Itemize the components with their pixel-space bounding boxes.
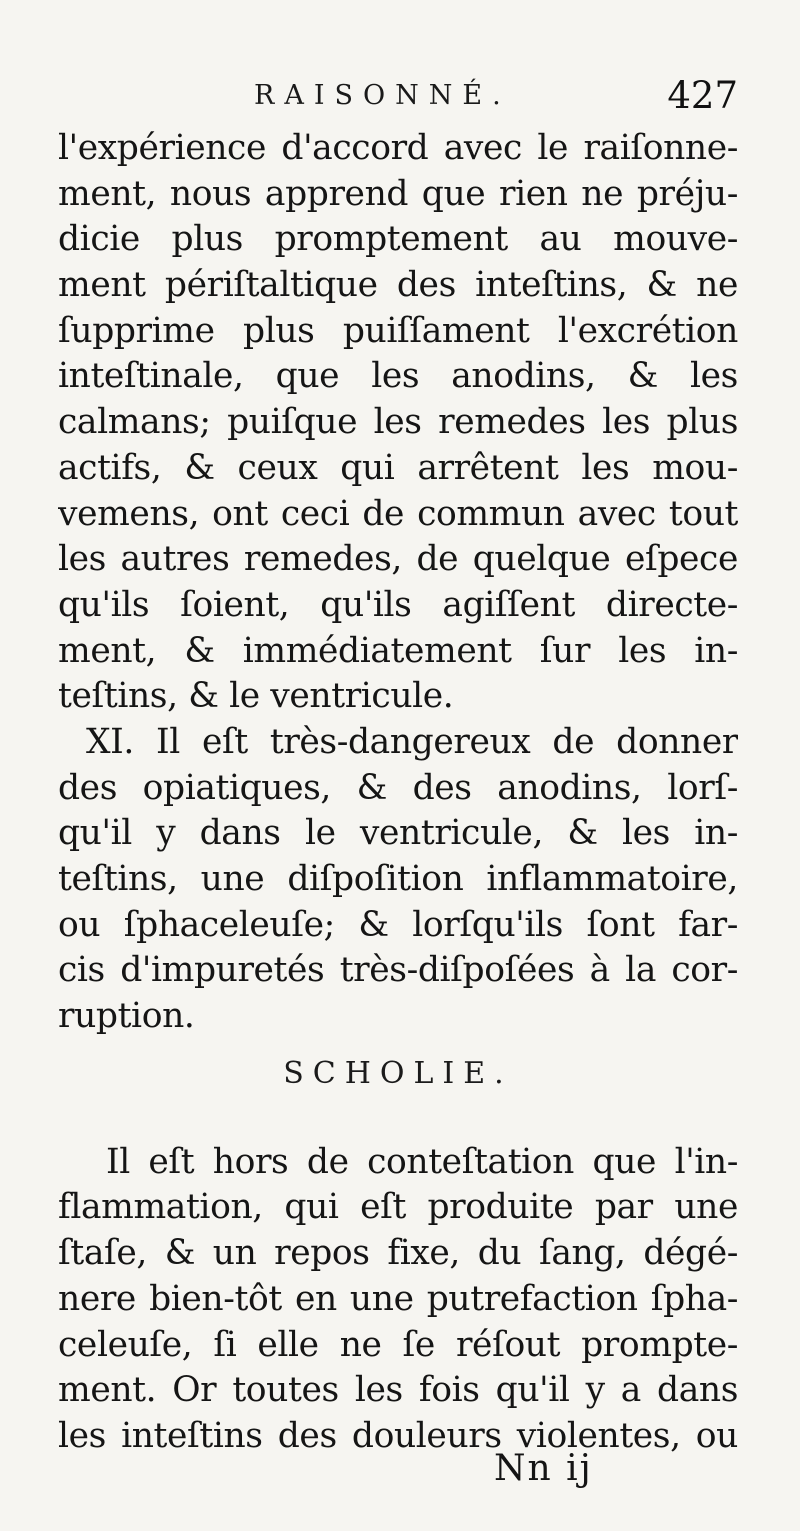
text-line: l'expérience d'accord avec le raiſonne- xyxy=(58,128,738,168)
text-line: ment périſtaltique des inteſtins, & ne xyxy=(58,265,738,306)
paragraph-article-xi xyxy=(58,720,738,1040)
text-line: ſupprime plus puiſſament l'excrétion xyxy=(58,310,738,351)
text-line: inteſtinale, que les anodins, & les xyxy=(58,356,738,397)
text-line: Il eſt hors de conteſtation que l'in- xyxy=(106,1141,738,1182)
text-line: ruption. xyxy=(58,996,195,1037)
text-line: ou ſphaceleuſe; & lorſqu'ils ſont far- xyxy=(58,904,738,945)
text-line: ment, nous apprend que rien ne préju- xyxy=(58,173,738,214)
text-line: celeuſe, ſi elle ne ſe réſout prompte- xyxy=(58,1324,738,1365)
text-line: vemens, ont ceci de commun avec tout xyxy=(58,493,738,534)
text-line: calmans; puiſque les remedes les plus xyxy=(58,402,738,443)
page-number: 427 xyxy=(667,74,738,117)
text-line: teſtins, & le ventricule. xyxy=(58,676,454,717)
text-line: XI. Il eſt très-dangereux de donner xyxy=(86,721,738,762)
paragraph-scholie xyxy=(58,1140,738,1460)
text-line: qu'ils ſoient, qu'ils agiſſent directe- xyxy=(58,584,738,625)
text-line: ment, & immédiatement ſur les in- xyxy=(58,630,738,671)
text-line: nere bien-tôt en une putrefaction ſpha- xyxy=(58,1278,738,1319)
running-title: RAISONNÉ. xyxy=(254,80,511,111)
text-line: ſtaſe, & un repos fixe, du ſang, dégé- xyxy=(58,1233,738,1274)
text-line: cis d'impuretés très-diſpoſées à la cor- xyxy=(58,950,738,991)
body-text xyxy=(58,126,738,1460)
text-line: teſtins, une diſpoſition inflammatoire, xyxy=(58,859,738,899)
text-line: les inteſtins des douleurs violentes, ou xyxy=(58,1415,738,1456)
section-heading: SCHOLIE. xyxy=(283,1055,513,1091)
text-line: ment. Or toutes les fois qu'il y a dans xyxy=(58,1370,738,1411)
signature-mark: Nn ij xyxy=(494,1448,593,1489)
text-line: qu'il y dans le ventricule, & les in- xyxy=(58,813,738,854)
section-spacer xyxy=(58,1108,738,1140)
text-line: flammation, qui eſt produite par une xyxy=(58,1187,738,1228)
paragraph-continued xyxy=(58,126,738,720)
text-line: les autres remedes, de quelque eſpece xyxy=(58,539,738,580)
text-line: actifs, & ceux qui arrêtent les mou- xyxy=(58,447,738,488)
text-line: des opiatiques, & des anodins, lorſ- xyxy=(58,767,738,808)
page-header xyxy=(58,74,742,124)
text-line: dicie plus promptement au mouve- xyxy=(58,219,738,260)
